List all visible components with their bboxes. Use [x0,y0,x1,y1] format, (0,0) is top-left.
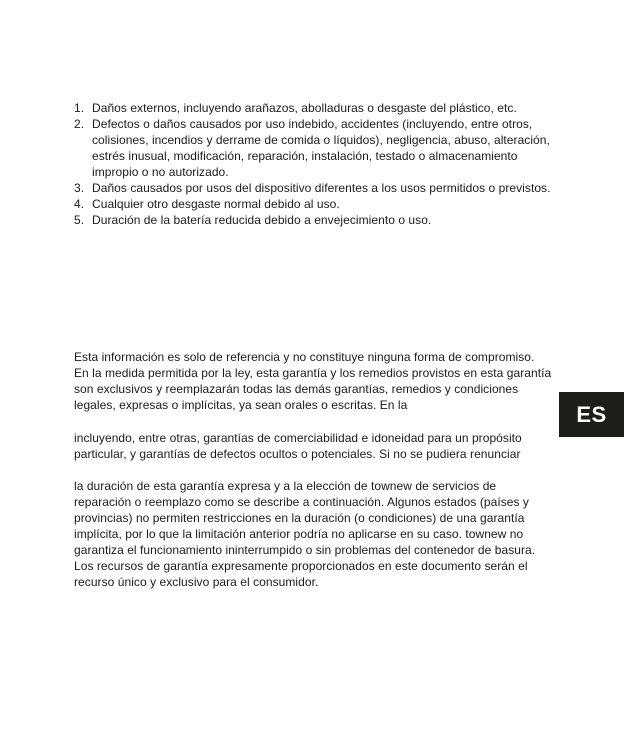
list-item-number: 2. [74,117,85,131]
list-item [74,116,554,180]
list-item [74,212,554,228]
list-item-text: Duración de la batería reducida debido a envejecimiento o uso. [92,213,432,227]
disclaimer-paragraph-2: incluyendo, entre otras, garantías de comerciabilidad e idoneidad para un propósito particular, y garantías de defectos ocultos o potenciales. Si no se pudiera renunciar [74,431,522,461]
list-item-number: 4. [74,197,85,211]
list-item-number: 1. [74,101,85,115]
exclusions-list [74,100,554,228]
list-item-text: Daños externos, incluyendo arañazos, abolladuras o desgaste del plástico, etc. [92,101,517,115]
list-item [74,100,554,116]
disclaimer-paragraph-3: la duración de esta garantía expresa y a la elección de townew de servicios de reparación o reemplazo como se describe a continuación. Algunos estados (países y provincias) no permiten restricciones en la duración (o condiciones) de una garantía implícita, por lo que la limitación anterior podría no aplicarse en su caso. townew no garantiza el funcionamiento ininterrumpido o sin problemas del contenedor de basura. Los recursos de garantía expresamente proporcionados en este documento serán el recurso único y exclusivo para el consumidor. [74,479,536,589]
list-item-text: Daños causados por usos del dispositivo diferentes a los usos permitidos o previstos. [92,181,551,195]
language-tab-es: ES [559,392,624,437]
list-item-number: 5. [74,213,85,227]
list-item-text: Defectos o daños causados por uso indebido, accidentes (incluyendo, entre otros, colisiones, incendios y derrame de comida o líquidos), negligencia, abuso, alteración, estrés inusual, modificación, reparación, instalación, testado o almacenamiento impropio o no autorizado. [92,117,550,179]
list-item [74,196,554,212]
list-item-number: 3. [74,181,85,195]
list-item [74,180,554,196]
disclaimer-paragraph-1: Esta información es solo de referencia y no constituye ninguna forma de compromiso. En la medida permitida por la ley, esta garantía y los remedios provistos en esta garantía son exclusivos y reemplazarán todas las demás garantías, remedios y condiciones legales, expresas o implícitas, ya sean orales o escritas. En la [74,350,552,412]
list-item-text: Cualquier otro desgaste normal debido al uso. [92,197,340,211]
